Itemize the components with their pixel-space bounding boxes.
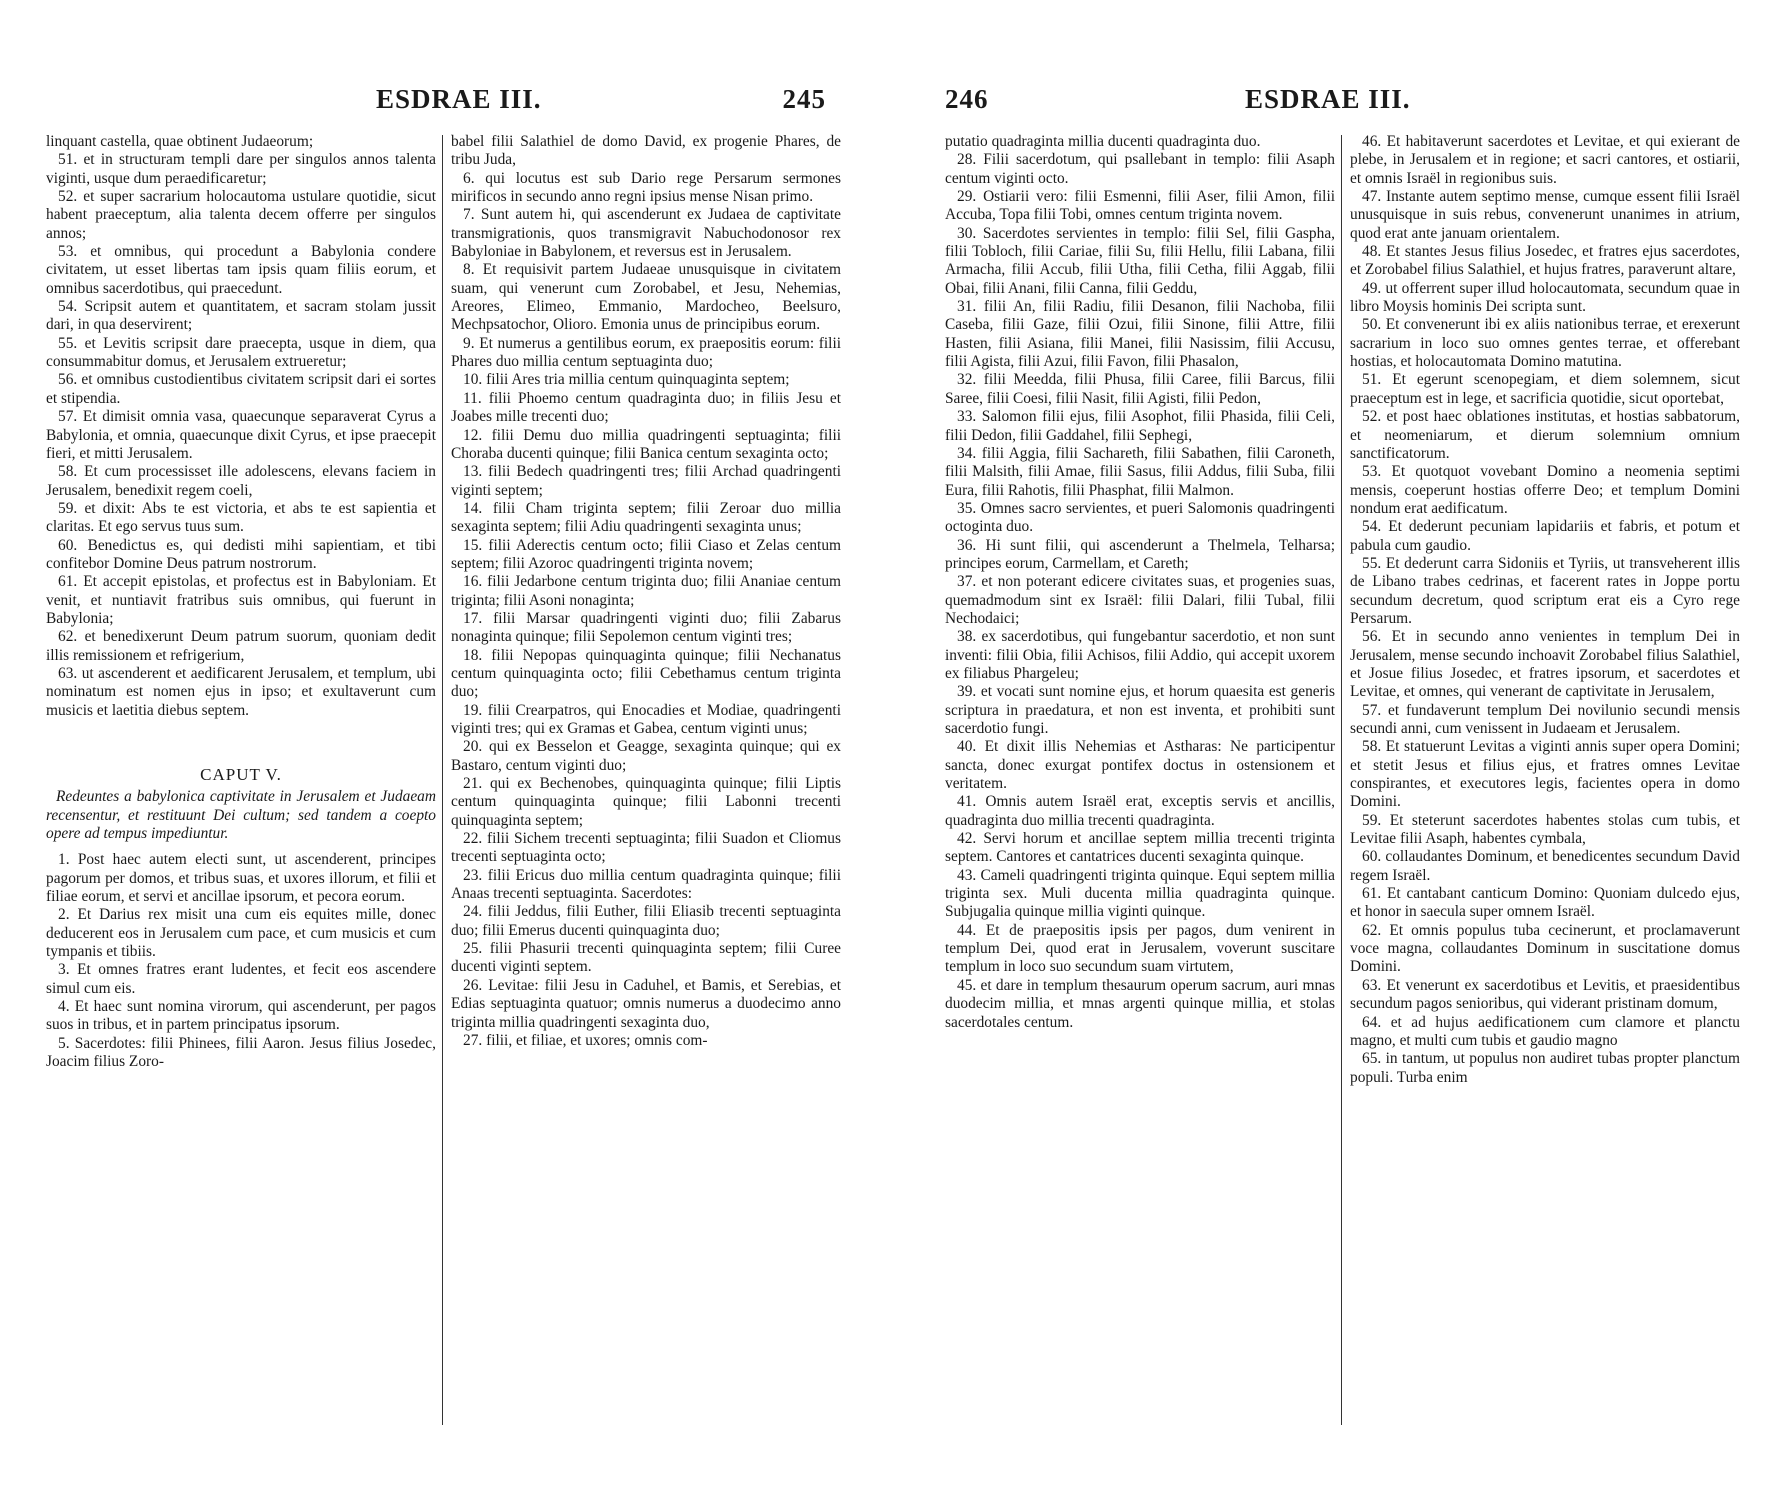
verse: 51. Et egerunt scenopegiam, et diem solemnem, sicut praeceptum est in lege, et sacrificia quotidie, sicut oportebat,: [1350, 371, 1740, 407]
verse: 10. filii Ares tria millia centum quinquaginta septem;: [463, 371, 790, 389]
verse: 61. Et accepit epistolas, et profectus est in Babyloniam. Et venit, et nuntiavit fratribus suis omnibus, qui fuerunt in Babylonia;: [46, 573, 436, 627]
verse: 53. et omnibus, qui procedunt a Babylonia condere civitatem, ut esset libertas tam ipsis quam filiis eorum, et omnibus sacerdotibus, qui praecedunt.: [46, 243, 436, 297]
verse: 55. Et dederunt carra Sidoniis et Tyriis, ut transveherent illis de Libano trabes cedrinas, et facerent rates in Joppe portu secundum decretum, quod scriptum erat eis a Cyro rege Persarum.: [1350, 554, 1740, 627]
verse: 25. filii Phasurii trecenti quinquaginta septem; filii Curee ducenti viginti septem.: [451, 940, 841, 976]
chapter-argument: Redeuntes a babylonica captivitate in Jerusalem et Judaeam recensentur, et restituunt Dei cultum; sed tandem a coepto opere ad tempus impediuntur.: [46, 788, 436, 843]
verse: linquant castella, quae obtinent Judaeorum;: [46, 133, 314, 150]
verse: 26. Levitae: filii Jesu in Caduhel, et Bamis, et Serebias, et Edias septuaginta quatuor; omnis numerus a duodecimo anno triginta millia quadringenti sexaginta duo,: [451, 976, 841, 1031]
verse: 20. qui ex Besselon et Geagge, sexaginta quinque; qui ex Bastaro, centum viginti duo;: [451, 738, 841, 774]
verse: 32. filii Meedda, filii Phusa, filii Caree, filii Barcus, filii Saree, filii Coesi, filii Nasit, filii Agisti, filii Pedon,: [945, 371, 1335, 407]
left-running-title: ESDRAE III.: [376, 84, 542, 114]
left-column-2: [451, 133, 841, 1050]
verse: babel filii Salathiel de domo David, ex progenie Phares, de tribu Juda,: [451, 133, 841, 169]
verse: 60. Benedictus es, qui dedisti mihi sapientiam, et tibi confitebor Domine Deus patrum nostrorum.: [46, 536, 436, 572]
verse: 11. filii Phoemo centum quadraginta duo; in filiis Jesu et Joabes mille trecenti duo;: [451, 389, 841, 426]
left-page-header: [46, 84, 836, 124]
verse: 12. filii Demu duo millia quadringenti septuaginta; filii Choraba ducenti quinque; filii Banica centum sexaginta octo;: [451, 426, 841, 462]
verse: 53. Et quotquot vovebant Domino a neomenia septimi mensis, coeperunt hostias offerre Deo; et templum Domini nondum erat aedificatum.: [1350, 463, 1740, 517]
verse: 62. Et omnis populus tuba cecinerunt, et proclamaverunt voce magna, collaudantes Dominum in suscitatione domus Domini.: [1350, 921, 1740, 976]
right-column-2: [1350, 133, 1740, 1087]
column-divider: [442, 135, 443, 1425]
verse: 41. Omnis autem Israël erat, exceptis servis et ancillis, quadraginta duo millia trecenti quadraginta.: [945, 793, 1335, 829]
verse: 38. ex sacerdotibus, qui fungebantur sacerdotio, et non sunt inventi: filii Obia, filii Achisos, filii Addio, qui accepit uxorem ex filiabus Phargeleu;: [945, 628, 1335, 682]
right-col1-verses: [945, 133, 1335, 1032]
verse: 59. Et steterunt sacerdotes habentes stolas cum tubis, et Levitae filii Asaph, habentes cymbala,: [1350, 811, 1740, 848]
left-col2-verses: [451, 133, 841, 1050]
left-column-1: [46, 133, 436, 1072]
verse: 63. Et venerunt ex sacerdotibus et Levitis, et praesidentibus secundum pagos senioribus, qui viderant pristinam domum,: [1350, 976, 1740, 1013]
verse: 9. Et numerus a gentilibus eorum, ex praepositis eorum: filii Phares duo millia centum septuaginta duo;: [451, 334, 841, 371]
left-col1-verses: [46, 133, 436, 720]
verse: 34. filii Aggia, filii Sachareth, filii Sabathen, filii Caroneth, filii Malsith, filii Amae, filii Sasus, filii Addus, filii Suba, filii Eura, filii Rahotis, filii Phasphat, filii Malmon.: [945, 444, 1335, 499]
right-column-1: [945, 133, 1335, 1032]
verse: 21. qui ex Bechenobes, quinquaginta quinque; filii Liptis centum quinquaginta quinque; filii Labonni trecenti quinquaginta septem;: [451, 775, 841, 829]
verse: 64. et ad hujus aedificationem cum clamore et planctu magno, et multi cum tubis et gaudio magno: [1350, 1013, 1740, 1049]
verse: 16. filii Jedarbone centum triginta duo; filii Ananiae centum triginta; filii Asoni nonaginta;: [451, 573, 841, 609]
verse: 59. et dixit: Abs te est victoria, et abs te est sapientia et claritas. Et ego servus tuus sum.: [46, 499, 436, 536]
verse: 43. Cameli quadringenti triginta quinque. Equi septem millia triginta sex. Muli ducenta millia quadraginta quinque. Subjugalia quinque millia viginti quinque.: [945, 866, 1335, 921]
verse: 49. ut offerrent super illud holocautomata, secundum quae in libro Moysis hominis Dei scripta sunt.: [1350, 279, 1740, 316]
verse: 50. Et convenerunt ibi ex aliis nationibus terrae, et erexerunt sacrarium in loco suo omnes gentes terrae, et offerebant hostias, et holocautomata Domino matutina.: [1350, 316, 1740, 371]
verse: 27. filii, et filiae, et uxores; omnis com-: [463, 1031, 708, 1049]
verse: 58. Et cum processisset ille adolescens, elevans faciem in Jerusalem, benedixit regem coeli,: [46, 463, 436, 499]
verse: 35. Omnes sacro servientes, et pueri Salomonis quadringenti octoginta duo.: [945, 499, 1335, 536]
verse: 13. filii Bedech quadringenti tres; filii Archad quadringenti viginti septem;: [451, 463, 841, 499]
right-running-title: ESDRAE III.: [1245, 84, 1411, 114]
verse: 37. et non poterant edicere civitates suas, et progenies suas, quemadmodum sint ex Israël: filii Dalari, filii Tubal, filii Nechodaici;: [945, 573, 1335, 627]
verse: 31. filii An, filii Radiu, filii Desanon, filii Nachoba, filii Caseba, filii Gaze, filii Ozui, filii Sinone, filii Attre, filii Hasten, filii Asiana, filii Manei, filii Nasissim, filii Accusu, filii Agista, filii Azui, filii Favon, filii Phasalon,: [945, 298, 1335, 371]
verse: 60. collaudantes Dominum, et benedicentes secundum David regem Israël.: [1350, 848, 1740, 884]
verse: 62. et benedixerunt Deum patrum suorum, quoniam dedit illis remissionem et refrigerium,: [46, 628, 436, 664]
right-col2-verses: [1350, 133, 1740, 1087]
verse: 5. Sacerdotes: filii Phinees, filii Aaron. Jesus filius Josedec, Joacim filius Zoro-: [46, 1034, 436, 1071]
verse: 7. Sunt autem hi, qui ascenderunt ex Judaea de captivitate transmigrationis, quos transmigravit Nabuchodonosor rex Babyloniae in Babylonem, et reversus est in Jerusalem.: [451, 206, 841, 261]
verse: putatio quadraginta millia ducenti quadraginta duo.: [945, 133, 1261, 150]
verse: 42. Servi horum et ancillae septem millia trecenti triginta septem. Cantores et cantatrices ducenti sexaginta quinque.: [945, 830, 1335, 866]
verse: 48. Et stantes Jesus filius Josedec, et fratres ejus sacerdotes, et Zorobabel filius Salathiel, et hujus fratres, paraverunt altare,: [1350, 243, 1740, 279]
verse: 3. Et omnes fratres erant ludentes, et fecit eos ascendere simul cum eis.: [46, 961, 436, 997]
verse: 36. Hi sunt filii, qui ascenderunt a Thelmela, Telharsa; principes eorum, Carmellam, et Careth;: [945, 536, 1335, 572]
verse: 8. Et requisivit partem Judaeae unusquisque in civitatem suam, qui venerunt cum Zorobabel, et Jesu, Nehemias, Areores, Elimeo, Emmanio, Mardocheo, Beelsuro, Mechpsatochor, Olioro. Emonia unus de principibus eorum.: [451, 261, 841, 334]
verse: 63. ut ascenderent et aedificarent Jerusalem, et templum, ubi nominatum est nomen ejus in ipso; et exultaverunt cum musicis et laetitia diebus septem.: [46, 664, 436, 719]
verse: 24. filii Jeddus, filii Euther, filii Eliasib trecenti septuaginta duo; filii Emerus ducenti quinquaginta duo;: [451, 903, 841, 939]
right-page-header: [945, 84, 1735, 124]
verse: 57. et fundaverunt templum Dei novilunio secundi mensis secundi anni, cum venissent in Judaeam et Jerusalem.: [1350, 701, 1740, 737]
column-divider: [1341, 135, 1342, 1425]
verse: 52. et super sacrarium holocautoma ustulare quotidie, sicut habent praeceptum, alia talenta decem offerre per singulos annos;: [46, 188, 436, 242]
verse: 39. et vocati sunt nomine ejus, et horum quaesita est generis scriptura in praedatura, et non est inventa, et prohibiti sunt sacerdotio fungi.: [945, 683, 1335, 737]
verse: 54. Et dederunt pecuniam lapidariis et fabris, et potum et pabula cum gaudio.: [1350, 518, 1740, 554]
verse: 28. Filii sacerdotum, qui psallebant in templo: filii Asaph centum viginti octo.: [945, 151, 1335, 187]
verse: 65. in tantum, ut populus non audiret tubas propter planctum populi. Turba enim: [1350, 1050, 1740, 1086]
verse: 15. filii Aderectis centum octo; filii Ciaso et Zelas centum septem; filii Azoroc quadringenti triginta novem;: [451, 536, 841, 572]
verse: 47. Instante autem septimo mense, cumque essent filii Israël unusquisque in suis rebus, convenerunt unanimes in atrium, quod erat ante januam orientalem.: [1350, 188, 1740, 242]
verse: 22. filii Sichem trecenti septuaginta; filii Suadon et Cliomus trecenti septuaginta octo;: [451, 830, 841, 866]
verse: 23. filii Ericus duo millia centum quadraginta quinque; filii Anaas trecenti septuaginta. Sacerdotes:: [451, 866, 841, 903]
verse: 61. Et cantabant canticum Domino: Quoniam dulcedo ejus, et honor in saecula super omnem Israël.: [1350, 885, 1740, 921]
verse: 52. et post haec oblationes institutas, et hostias sabbatorum, et neomeniarum, et dierum solemnium omnium sanctificatorum.: [1350, 408, 1740, 462]
verse: 29. Ostiarii vero: filii Esmenni, filii Aser, filii Amon, filii Accuba, Topa filii Tobi, omnes centum triginta novem.: [945, 188, 1335, 224]
verse: 45. et dare in templum thesaurum operum sacrum, auri mnas duodecim millia, et mnas argenti quinque millia, et stolas sacerdotales centum.: [945, 976, 1335, 1031]
verse: 33. Salomon filii ejus, filii Asophot, filii Phasida, filii Celi, filii Dedon, filii Gaddahel, filii Sephegi,: [945, 408, 1335, 444]
verse: 57. Et dimisit omnia vasa, quaecunque separaverat Cyrus a Babylonia, et omnia, quaecunque dixit Cyrus, et ipse praecepit fieri, et mitti Jerusalem.: [46, 408, 436, 462]
right-page-number: 246: [945, 84, 989, 114]
verse: 56. Et in secundo anno venientes in templum Dei in Jerusalem, mense secundo inchoavit Zorobabel filius Salathiel, et Josue filius Josedec, et fratres ipsorum, et sacerdotes et Levitae, et omnes, qui venerant de captivitate in Jerusalem,: [1350, 628, 1740, 701]
verse: 40. Et dixit illis Nehemias et Astharas: Ne participentur sancta, donec exurgat pontifex doctus in ostensionem et veritatem.: [945, 738, 1335, 793]
verse: 56. et omnibus custodientibus civitatem scripsit dari ei sortes et stipendia.: [46, 371, 436, 407]
verse: 2. Et Darius rex misit una cum eis equites mille, donec deducerent eos in Jerusalem cum pace, et cum musicis et cum tympanis et tibiis.: [46, 906, 436, 961]
verse: 4. Et haec sunt nomina virorum, qui ascenderunt, per pagos suos in tribus, et in partem principatus ipsorum.: [46, 998, 436, 1034]
left-col1-verses-after: [46, 851, 436, 1071]
verse: 58. Et statuerunt Levitas a viginti annis super opera Domini; et stetit Jesus et filius ejus, et fratres omnes Levitae conspirantes, et executores legis, facientes opera in domo Domini.: [1350, 738, 1740, 811]
verse: 55. et Levitis scripsit dare praecepta, usque in diem, qua consummabitur domus, et Jerusalem extrueretur;: [46, 334, 436, 371]
verse: 54. Scripsit autem et quantitatem, et sacram stolam jussit dari, in qua deservirent;: [46, 298, 436, 334]
verse: 6. qui locutus est sub Dario rege Persarum sermones mirificos in secundo anno regni ipsius mense Nisan primo.: [451, 169, 841, 206]
verse: 1. Post haec autem electi sunt, ut ascenderent, principes pagorum per domos, et tribus suas, et uxores illorum, et filii et filiae eorum, et servi et ancillae ipsorum, et pecora eorum.: [46, 851, 436, 906]
verse: 46. Et habitaverunt sacerdotes et Levitae, et qui exierant de plebe, in Jerusalem et in regione; et sacri cantores, et ostiarii, et omnis Israël in regionibus suis.: [1350, 133, 1740, 187]
left-page-number: 245: [782, 84, 826, 114]
chapter-heading: CAPUT V.: [200, 765, 282, 784]
verse: 14. filii Cham triginta septem; filii Zeroar duo millia sexaginta septem; filii Adiu quadringenti sexaginta unus;: [451, 499, 841, 536]
verse: 18. filii Nepopas quinquaginta quinque; filii Nechanatus centum quinquaginta octo; filii Cebethamus centum triginta duo;: [451, 646, 841, 701]
verse: 17. filii Marsar quadringenti viginti duo; filii Zabarus nonaginta quinque; filii Sepolemon centum viginti tres;: [451, 609, 841, 646]
verse: 44. Et de praepositis ipsis per pagos, dum venirent in templum Dei, quod erat in Jerusalem, voverunt suscitare templum in loco suo secundum suam virtutem,: [945, 921, 1335, 976]
verse: 30. Sacerdotes servientes in templo: filii Sel, filii Gaspha, filii Tobloch, filii Cariae, filii Su, filii Hellu, filii Labana, filii Armacha, filii Accub, filii Utha, filii Cetha, filii Aggab, filii Obai, filii Anani, filii Canna, filii Geddu,: [945, 224, 1335, 297]
verse: 51. et in structuram templi dare per singulos annos talenta viginti, usque dum peraedificaretur;: [46, 151, 436, 187]
verse: 19. filii Crearpatros, qui Enocadies et Modiae, quadringenti viginti tres; qui ex Gramas et Gabea, centum viginti unus;: [451, 701, 841, 737]
